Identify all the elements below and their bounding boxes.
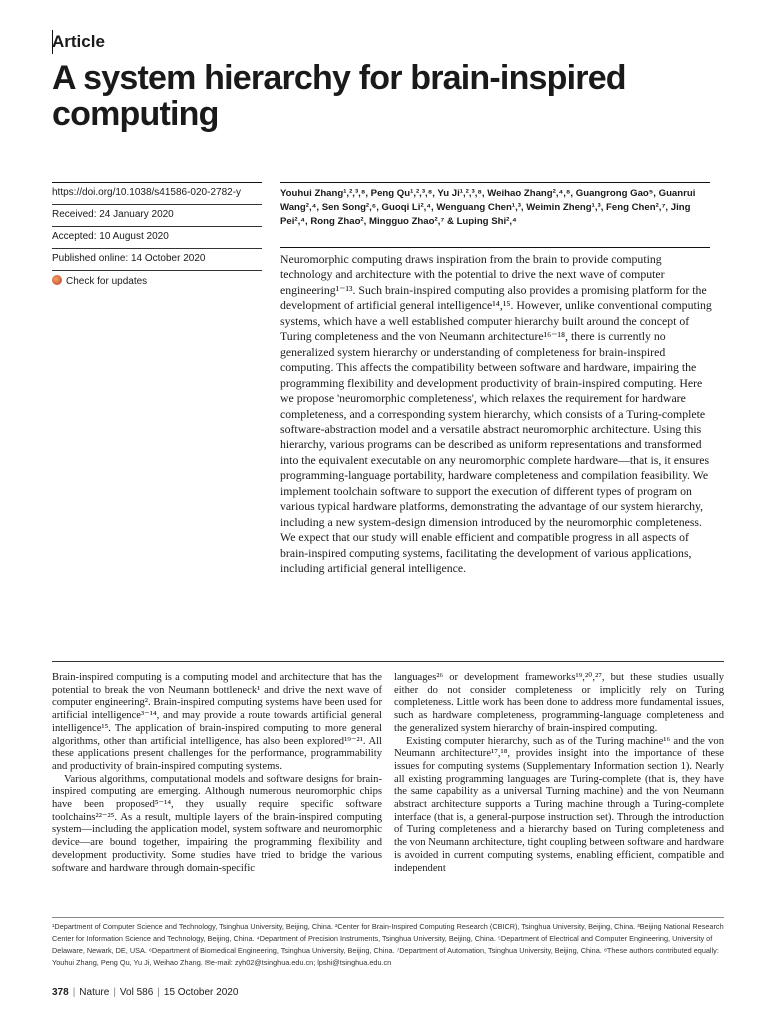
article-meta [52,182,262,293]
check-updates-icon [52,275,62,285]
affiliations-footnote: ¹Department of Computer Science and Technology, Tsinghua University, Beijing, China. ²Center for Brain-Inspired Computing Research (CBICR), Tsinghua University, Beijing, China. ³Beijing National Research Center for Information Science and Technology, Beijing, China. ⁴Department of Precision Instruments, Tsinghua University, Beijing, China. ⁵Department of Electrical and Computer Engineering, University of Delaware, Newark, DE, USA. ⁶Department of Biomedical Engineering, Tsinghua University, Beijing, China. ⁷Department of Automation, Tsinghua University, Beijing, China. ⁸These authors contributed equally: Youhui Zhang, Peng Qu, Yu Ji, Weihao Zhang. ✉e-mail: zyh02@tsinghua.edu.cn; lpshi@tsinghua.edu.cn [52,922,724,967]
article-type-label: Article [52,32,105,51]
body-divider [52,661,724,662]
body-paragraph: Brain-inspired computing is a computing model and architecture that has the potential to break the von Neumann bottleneck¹ and drive the next wave of computer engineering². Brain-inspired computing systems have been used for artificial intelligence³⁻¹⁴, and may provide a route towards artificial general intelligence¹⁵. The application of brain-inspired computing to more general algorithms, other than artificial intelligence, has also been explored¹⁹⁻²¹. All these applications present challenges for the performance, programmability and productivity of brain-inspired computing systems. [52,672,382,772]
received-date: Received: 24 January 2020 [52,204,262,226]
page-number: 378 [52,987,69,998]
paper-title: A system hierarchy for brain-inspired computing [52,59,626,133]
body-paragraph: Existing computer hierarchy, such as of the Turing machine¹⁶ and the von Neumann architecture¹⁷,¹⁸, provides insight into the importance of these issues for computing systems (Supplementary Information section 1). Nearly all existing programming languages are Turing-complete (that is, they have the same capability as a universal Turning machine) and the von Neumann abstract architecture supports a Turing machine through a Turing-complete interface (that is, a general-purpose instruction set). Through the introduction of Turing completeness and a hierarchy based on Turing completeness and the von Neumann architecture, tight coupling between software and hardware is avoided in current computing systems, enabling efficient, compatible and independent [394,735,724,874]
accepted-date: Accepted: 10 August 2020 [52,226,262,248]
body-column-right [394,672,724,875]
check-updates-label: Check for updates [66,276,148,287]
body-paragraph: languages²⁶ or development frameworks¹⁹,²⁰,²⁷, but these studies usually either do not consider completeness or implicitly rely on Turing completeness. Little work has been done to address more fundamental issues, such as hardware completeness, programming-language completeness and the generalized system hierarchy of brain-inspired computing. [394,672,724,734]
footnote-divider [52,917,724,918]
volume: Vol 586 [119,987,154,998]
authors-divider [280,247,710,248]
issue-date: 15 October 2020 [163,987,239,998]
abstract: Neuromorphic computing draws inspiration from the brain to provide computing technology and architecture with the potential to drive the next wave of computer engineering¹⁻¹³. Such brain-inspired computing also provides a promising platform for the development of artificial general intelligence¹⁴,¹⁵. However, unlike conventional computing systems, which have a well established computer hierarchy built around the concept of Turing completeness and the von Neumann architecture¹⁶⁻¹⁸, there is currently no generalized system hierarchy or understanding of completeness for brain-inspired computing. This affects the compatibility between software and hardware, impairing the programming flexibility and development productivity of brain-inspired computing. Here we propose 'neuromorphic completeness', which relaxes the requirement for hardware completeness, and a corresponding system hierarchy, which consists of a Turing-complete software-abstraction model and a versatile abstract neuromorphic architecture. Using this hierarchy, various programs can be described as uniform representations and transformed into the equivalent executable on any neuromorphic complete hardware—that is, it ensures programming-language portability, hardware completeness and compilation feasibility. We implement toolchain software to support the execution of different types of program on various typical hardware platforms, demonstrating the advantage of our system hierarchy, including a new system-design dimension introduced by the neuromorphic completeness. We expect that our study will enable efficient and compatible progress in all aspects of brain-inspired computing systems, facilitating the development of various applications, including artificial general intelligence. [280,252,712,576]
body-paragraph: Various algorithms, computational models and software designs for brain-inspired computing are emerging. Although numerous neuromorphic chips have been proposed⁵⁻¹⁴, they usually require specific software toolchains²²⁻²⁵. As a result, multiple layers of the brain-inspired computing system—including the application model, system software and neuromorphic device—are bound together, impairing the programming flexibility and development productivity. Some studies have tried to bridge the various software and hardware through domain-specific [52,773,382,874]
check-updates-link[interactable] [52,270,262,293]
published-date: Published online: 14 October 2020 [52,248,262,270]
author-list: Youhui Zhang¹,²,³,⁸, Peng Qu¹,²,³,⁸, Yu Ji¹,²,³,⁸, Weihao Zhang²,⁴,⁸, Guangrong Gao⁵, Guanrui Wang²,⁴, Sen Song²,⁶, Guoqi Li²,⁴, Wenguang Chen¹,³, Weimin Zheng¹,³, Feng Chen²,⁷, Jing Pei²,⁴, Rong Zhao², Mingguo Zhao²,⁷ & Luping Shi²,⁴ [280,182,710,229]
page-footer: 378 | Nature | Vol 586 | 15 October 2020 [52,987,239,998]
journal-name: Nature [79,987,110,998]
body-column-left [52,672,382,875]
doi-link[interactable]: https://doi.org/10.1038/s41586-020-2782-y [52,182,262,204]
